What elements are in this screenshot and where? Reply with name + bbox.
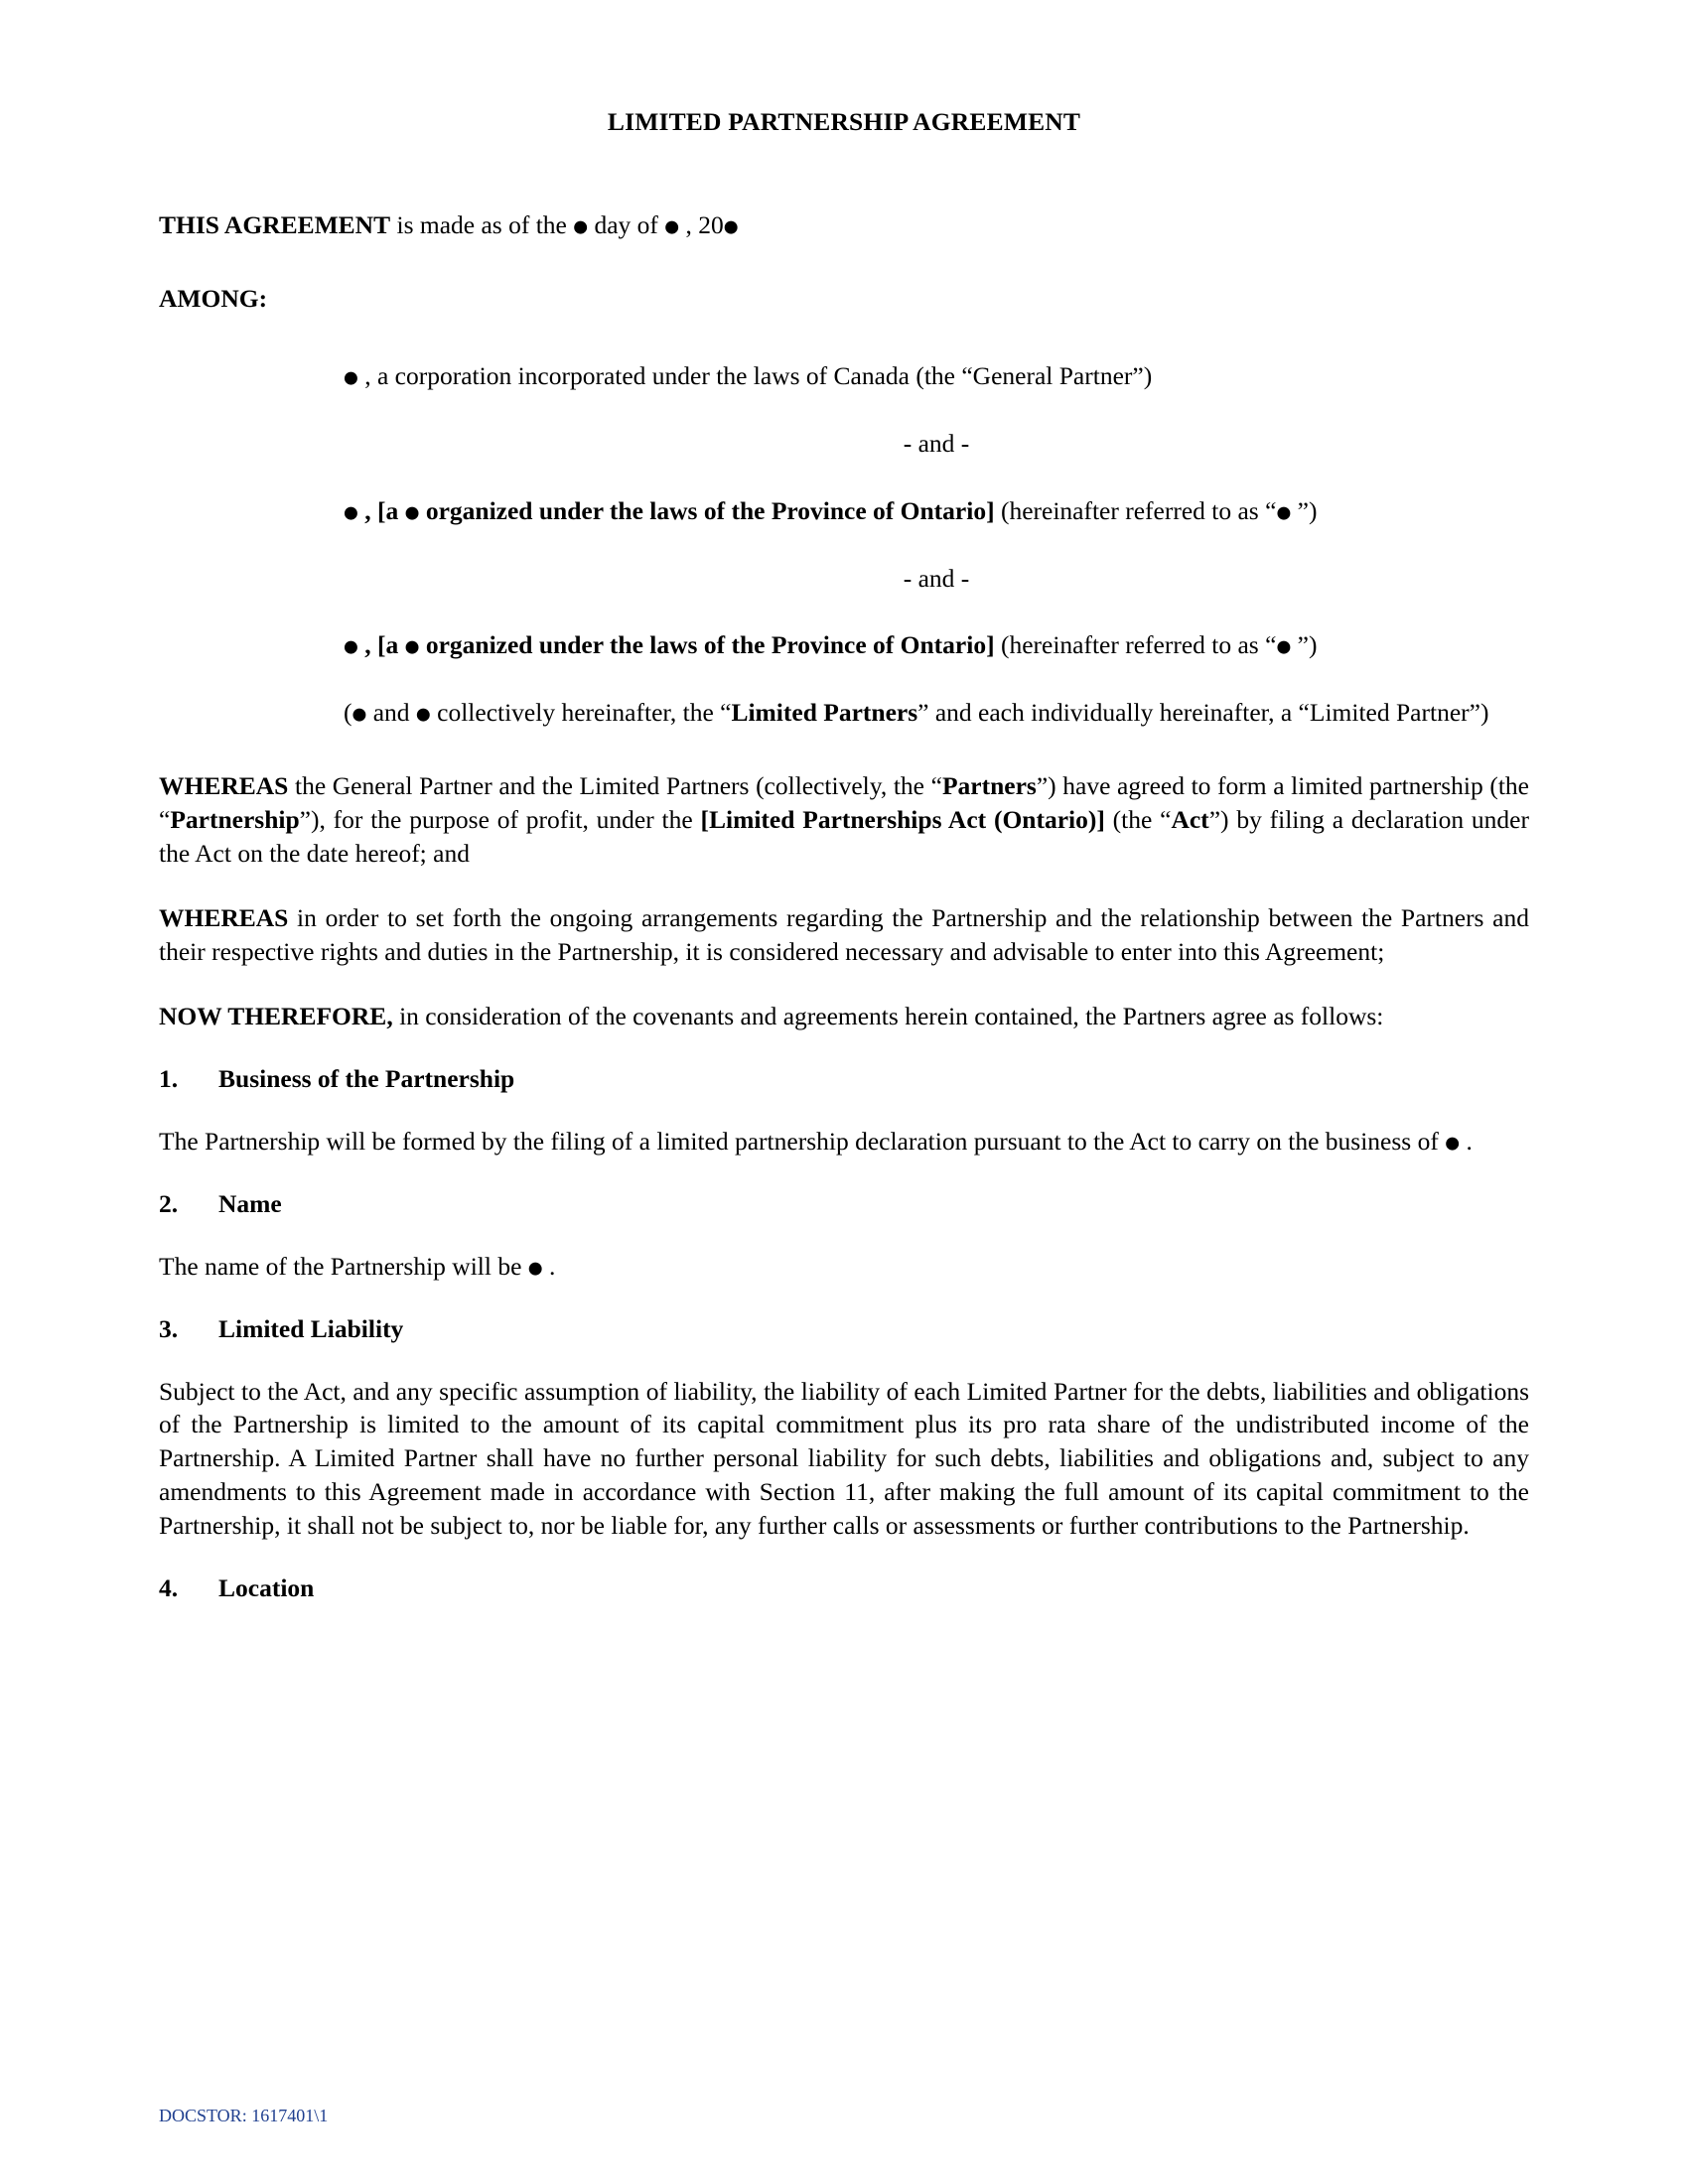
agreement-text-2: day of (588, 210, 665, 239)
party-general-partner-text: , a corporation incorporated under the laws of Canada (the “General Partner”) (357, 360, 1153, 390)
bullet-placeholder-business: ● (1445, 1133, 1461, 1154)
agreement-text-1: is made as of the (390, 210, 574, 239)
section-title-2: Name (218, 1188, 282, 1218)
whereas-1-t1: the General Partner and the Limited Partners (collectively, the “ (288, 771, 942, 801)
bullet-placeholder-general-partner: ● (344, 367, 358, 388)
whereas-1-b3: [Limited Partnerships Act (Ontario)] (700, 805, 1105, 835)
party-limited-2 (344, 628, 1529, 662)
collective-bold-term: Limited Partners (731, 698, 918, 728)
section-heading-2 (159, 1189, 1529, 1219)
whereas-paragraph-2 (159, 901, 1529, 969)
bullet-placeholder-limited-1-type: ● (404, 502, 420, 523)
whereas-1-b1: Partners (941, 771, 1037, 801)
bullet-placeholder-month: ● (664, 216, 680, 237)
bullet-placeholder-limited-1-name: ● (344, 502, 358, 523)
agreement-intro-paragraph (159, 208, 1529, 242)
section-body-1-post: . (1460, 1126, 1473, 1156)
whereas-1-t4: (the “ (1104, 805, 1172, 835)
and-separator-2: - and - (903, 563, 970, 593)
whereas-1-t2: ”) have agreed to form a limited partnership (the “ (159, 771, 1529, 835)
section-number-2: 2. (159, 1188, 179, 1218)
whereas-1-b2: Partnership (170, 805, 300, 835)
whereas-1-lead: WHEREAS (159, 771, 289, 801)
section-number-4: 4. (159, 1573, 179, 1603)
party-limited-1 (344, 494, 1529, 528)
agreement-text-3: , 20 (679, 210, 724, 239)
party-limited-1-post: (hereinafter referred to as “ (994, 495, 1277, 525)
whereas-2-text: in order to set forth the ongoing arrangements regarding the Partnership and the relationship between the Partners and their respective rights and duties in the Partnership, it is considered necessary and advisable to enter into this Agreement; (159, 902, 1529, 966)
party-general-partner (344, 359, 1529, 393)
section-body-3: Subject to the Act, and any specific assumption of liability, the liability of each Limited Partner for the debts, liabilities and obligations of the Partnership is limited to the amount of its capital commitment plus its pro rata share of the undistributed income of the Partnership. A Limited Partner shall have no further personal liability for such debts, liabilities and obligations and, subject to any amendments to this Agreement made in accordance with Section 11, after making the full amount of its capital commitment to the Partnership, it shall not be subject to, nor be liable for, any further calls or assessments or further contributions to the Partnership. (159, 1376, 1529, 1541)
party-limited-1-post-2: ”) (1291, 495, 1318, 525)
section-title-3: Limited Liability (218, 1313, 404, 1343)
now-therefore-paragraph (159, 1000, 1529, 1033)
section-number-3: 3. (159, 1313, 179, 1343)
section-title-1: Business of the Partnership (218, 1063, 515, 1093)
bullet-placeholder-limited-2-ref: ● (1276, 636, 1292, 657)
section-heading-1 (159, 1064, 1529, 1094)
section-body-2-post: . (542, 1251, 556, 1281)
bullet-placeholder-day: ● (573, 216, 589, 237)
party-limited-2-pre: , [a (357, 630, 405, 660)
bullet-placeholder-collective-2: ● (415, 704, 431, 725)
bullet-placeholder-name: ● (527, 1258, 543, 1279)
bullet-placeholder-limited-1-ref: ● (1276, 502, 1292, 523)
bullet-placeholder-limited-2-name: ● (344, 636, 358, 657)
bullet-placeholder-year: ● (723, 216, 739, 237)
party-limited-2-post-2: ”) (1291, 630, 1318, 660)
collective-and: and (366, 698, 416, 728)
section-body-1 (159, 1125, 1529, 1159)
section-heading-3 (159, 1314, 1529, 1344)
section-body-2-pre: The name of the Partnership will be (159, 1251, 528, 1281)
footer-docstor-reference: DOCSTOR: 1617401\1 (159, 2106, 329, 2125)
among-label: AMONG: (159, 283, 268, 313)
whereas-1-t3: ”), for the purpose of profit, under the (299, 805, 701, 835)
section-body-1-pre: The Partnership will be formed by the filing of a limited partnership declaration pursuant to the Act to carry on the business of (159, 1126, 1446, 1156)
collective-close: ” and each individually hereinafter, a “Limited Partner”) (917, 698, 1489, 728)
party-limited-2-bold: organized under the laws of the Province of Ontario] (419, 630, 995, 660)
party-limited-1-pre: , [a (357, 495, 405, 525)
now-therefore-text: in consideration of the covenants and agreements herein contained, the Partners agree as follows: (392, 1001, 1384, 1030)
section-heading-4 (159, 1573, 1529, 1603)
collective-open: ( (344, 698, 352, 728)
party-limited-2-post: (hereinafter referred to as “ (994, 630, 1277, 660)
whereas-paragraph-1 (159, 769, 1529, 871)
section-number-1: 1. (159, 1063, 179, 1093)
bullet-placeholder-limited-2-type: ● (404, 636, 420, 657)
now-therefore-lead: NOW THEREFORE, (159, 1001, 393, 1030)
whereas-1-t5: ”) by filing a declaration under the Act on the date hereof; and (159, 805, 1529, 869)
section-title-4: Location (218, 1573, 315, 1603)
collective-definition-paragraph (344, 696, 1529, 730)
party-limited-1-bold: organized under the laws of the Province of Ontario] (419, 495, 995, 525)
collective-mid: collectively hereinafter, the “ (430, 698, 732, 728)
bullet-placeholder-collective-1: ● (352, 704, 367, 725)
whereas-1-b4: Act (1171, 805, 1209, 835)
agreement-lead-label: THIS AGREEMENT (159, 210, 391, 239)
whereas-2-lead: WHEREAS (159, 902, 289, 932)
page-title: LIMITED PARTNERSHIP AGREEMENT (607, 107, 1081, 136)
section-body-2 (159, 1250, 1529, 1284)
and-separator-1: - and - (903, 428, 970, 458)
